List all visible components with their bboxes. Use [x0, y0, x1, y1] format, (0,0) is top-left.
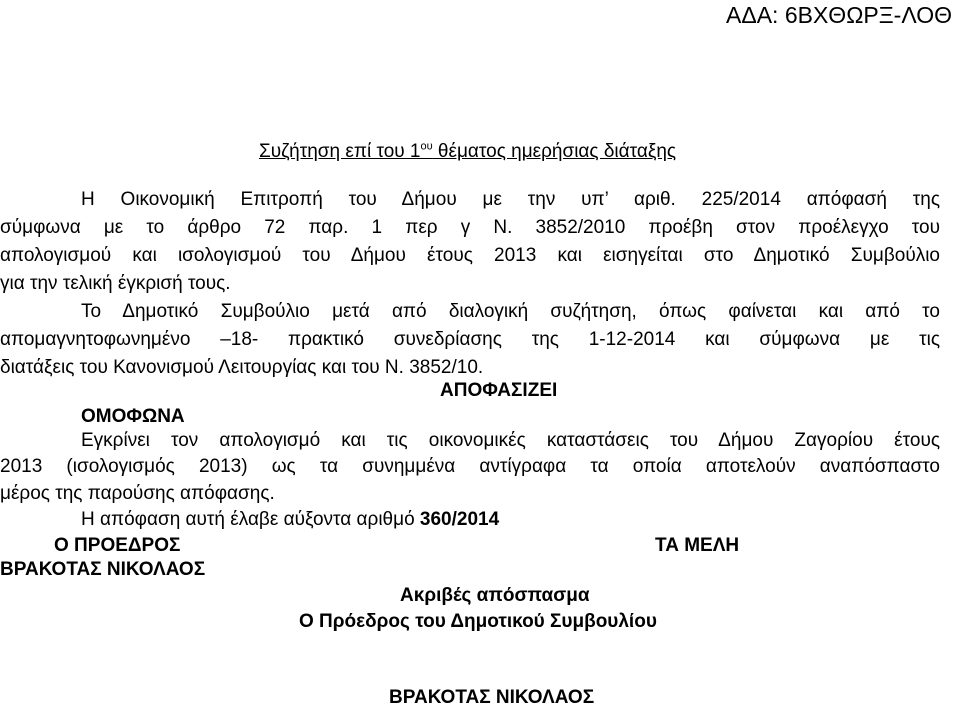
decides-heading: ΑΠΟΦΑΣΙΖΕΙ — [440, 380, 558, 401]
subject-prefix: Συζήτηση επί του 1 — [259, 141, 421, 162]
exact-copy-label: Ακριβές απόσπασμα — [400, 585, 590, 606]
president-title: Ο ΠΡΟΕΔΡΟΣ — [54, 535, 181, 556]
subject-heading — [259, 140, 676, 164]
p3-line-3: μέρος της παρούσης απόφασης. — [0, 483, 275, 504]
p1-line-2: σύμφωνα με το άρθρο 72 παρ. 1 περ γ Ν. 3852/2010 προέβη στον προέλεγχο του — [0, 217, 940, 238]
decision-number-prefix: Η απόφαση αυτή έλαβε αύξοντα αριθμό — [81, 509, 420, 530]
p2-line-2: απομαγνητοφωνημένο –18- πρακτικό συνεδρίασης της 1-12-2014 και σύμφωνα με τις — [0, 329, 940, 350]
decision-number: 360/2014 — [419, 509, 500, 530]
subject-suffix: θέματος ημερήσιας διάταξης — [432, 141, 677, 162]
members-title: ΤΑ ΜΕΛΗ — [655, 535, 740, 556]
final-signatory-name: ΒΡΑΚΟΤΑΣ ΝΙΚΟΛΑΟΣ — [389, 687, 595, 708]
decision-number-line — [81, 508, 499, 532]
p1-line-4: για την τελική έγκρισή τους. — [0, 273, 231, 294]
ada-code: ΑΔΑ: 6ΒΧΘΩΡΞ-ΛΟΘ — [726, 2, 952, 28]
unanimous-label: ΟΜΟΦΩΝΑ — [81, 406, 185, 427]
p1-line-3: απολογισμού και ισολογισμού του Δήμου έτους 2013 και εισηγείται στο Δημοτικό Συμβούλιο — [0, 245, 940, 266]
council-president-title: Ο Πρόεδρος του Δημοτικού Συμβουλίου — [299, 611, 657, 632]
p3-line-1: Εγκρίνει τον απολογισμό και τις οικονομικές καταστάσεις του Δήμου Ζαγορίου έτους — [81, 430, 940, 451]
subject-sup: ου — [420, 140, 433, 153]
president-name: ΒΡΑΚΟΤΑΣ ΝΙΚΟΛΑΟΣ — [0, 559, 206, 580]
p2-line-1: Το Δημοτικό Συμβούλιο μετά από διαλογική συζήτηση, όπως φαίνεται και από το — [81, 301, 940, 322]
p2-line-3: διατάξεις του Κανονισμού Λειτουργίας και του Ν. 3852/10. — [0, 357, 484, 378]
p3-line-2: 2013 (ισολογισμός 2013) ως τα συνημμένα αντίγραφα τα οποία αποτελούν αναπόσπαστο — [0, 456, 940, 477]
p1-line-1: Η Οικονομική Επιτροπή του Δήμου με την υπ’ αριθ. 225/2014 απόφασή της — [81, 189, 940, 210]
